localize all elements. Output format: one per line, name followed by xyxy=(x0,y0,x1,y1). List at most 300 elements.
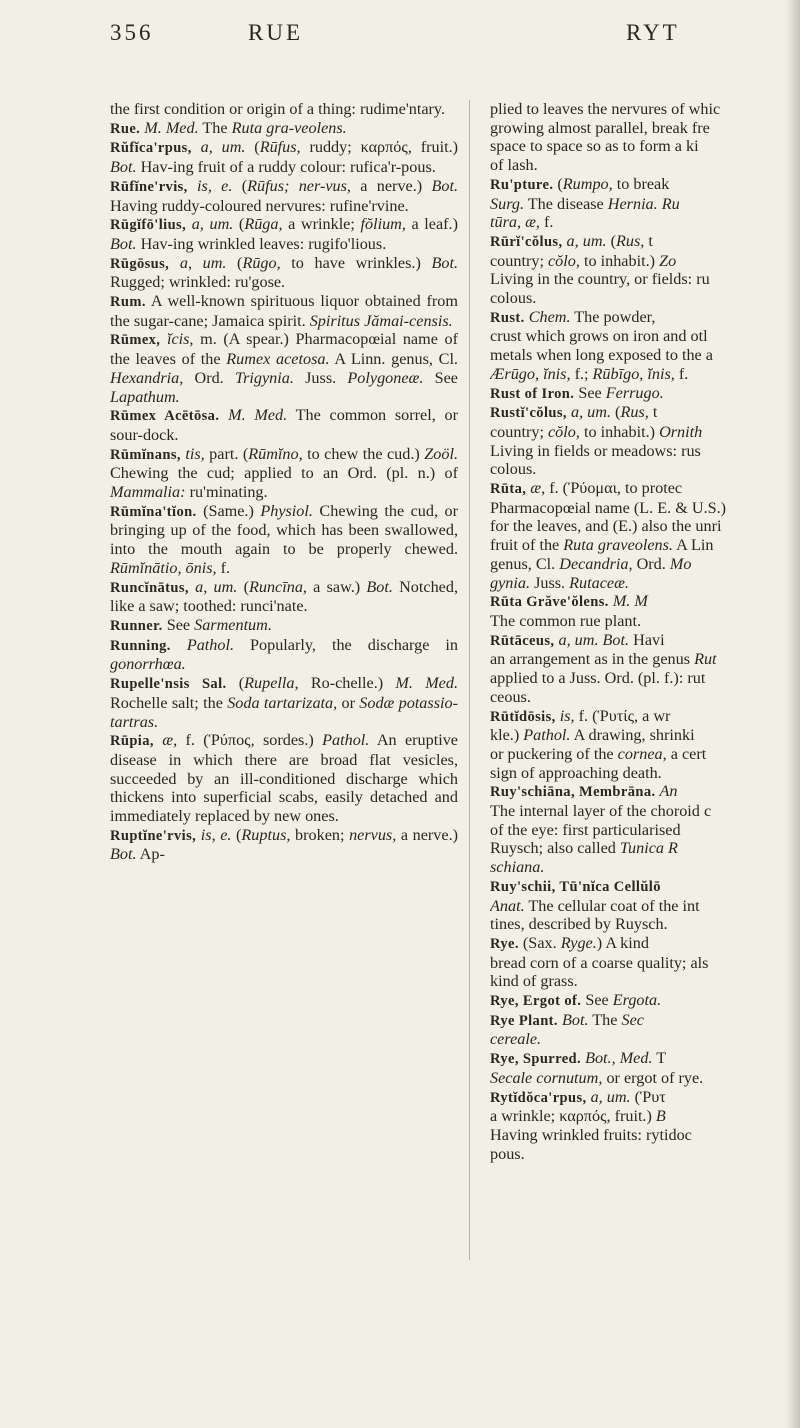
dictionary-entry xyxy=(110,445,458,502)
entry-text: ( xyxy=(226,253,243,272)
entry-text: ( xyxy=(233,215,245,234)
italic-text: Secale cornutum, xyxy=(490,1068,603,1087)
dictionary-line xyxy=(490,745,800,764)
entry-text: country; xyxy=(490,251,548,270)
entry-text: The xyxy=(588,1010,622,1029)
headword: Rūta Grăve'ŏlens. xyxy=(490,594,609,611)
italic-text: Ruta gra-veolens. xyxy=(231,118,347,137)
entry-text: ( xyxy=(237,577,249,596)
dictionary-line xyxy=(490,1049,800,1069)
entry-text: country; xyxy=(490,422,548,441)
entry-text: to inhabit.) xyxy=(579,422,660,441)
entry-text: of lash. xyxy=(490,156,538,175)
italic-text: Ruptus, xyxy=(241,825,291,844)
italic-text: Bot. xyxy=(602,630,630,649)
dictionary-line xyxy=(490,499,800,518)
italic-text: M. Med. xyxy=(395,674,459,693)
italic-text: Sec xyxy=(621,1010,644,1029)
entry-text: A Lin xyxy=(672,536,714,555)
italic-text: Sarmentum. xyxy=(194,615,272,634)
headword: Rum. xyxy=(110,294,146,311)
entry-text: metals when long exposed to the a xyxy=(490,346,713,365)
headword: Rŭfĭca'rpus, xyxy=(110,140,192,157)
entry-text: A well-known spirituous liquor obtained from the sugar-cane; Jamaica spirit. xyxy=(110,292,458,330)
entry-text: The common sorrel, or sour-dock. xyxy=(110,406,459,444)
entry-text: plied to leaves the nervures of whic xyxy=(490,100,721,118)
entry-text: The disease xyxy=(524,194,608,213)
italic-text: tis, xyxy=(185,444,205,463)
entry-text: a nerve.) xyxy=(350,176,432,195)
entry-text: f. xyxy=(674,364,689,383)
entry-text: Living in the country, or fields: ru xyxy=(490,270,710,289)
entry-text: f. (Ῥύομαι, to protec xyxy=(545,479,683,498)
italic-text: a, um. xyxy=(558,630,599,649)
italic-text: is, xyxy=(559,706,575,725)
dictionary-line xyxy=(490,213,800,232)
dictionary-line xyxy=(490,782,800,802)
headword: Running. xyxy=(110,637,171,654)
headword: Rūmĭnans, xyxy=(110,446,181,463)
entry-text: The common rue plant. xyxy=(490,611,642,630)
entry-text: ru'minating. xyxy=(185,483,268,502)
headword: Rūtāceus, xyxy=(490,632,555,649)
italic-text: Ergota. xyxy=(612,991,662,1010)
entry-text: a cert xyxy=(666,744,707,763)
headword: Rustĭ'cŏlus, xyxy=(490,405,567,422)
entry-text: The powder, xyxy=(570,307,656,326)
left-column xyxy=(110,100,458,864)
italic-text: Ferrugo. xyxy=(605,383,664,402)
italic-text: Ru xyxy=(661,194,680,213)
headword: Rūrĭ'cŏlus, xyxy=(490,233,563,250)
entry-text: a wrinkle; καρπός, fruit.) xyxy=(490,1107,656,1126)
entry-text: ruddy; καρπός, fruit.) xyxy=(300,138,459,157)
dictionary-line xyxy=(490,119,800,138)
entry-text: kind of grass. xyxy=(490,972,578,991)
dictionary-line xyxy=(490,536,800,555)
dictionary-line xyxy=(490,1145,800,1164)
dictionary-line xyxy=(490,858,800,877)
italic-text: æ, xyxy=(162,731,178,750)
entry-text: See xyxy=(574,383,606,402)
entry-text: t xyxy=(644,231,653,250)
headword: Rūta, xyxy=(490,481,527,498)
entry-text: See xyxy=(581,991,613,1010)
italic-text: M. Med. xyxy=(144,118,199,137)
entry-text: a leaf.) xyxy=(405,215,458,234)
italic-text: Bot. xyxy=(110,158,137,177)
headword: Rūpia, xyxy=(110,733,154,750)
entry-text: applied to a Juss. Ord. (pl. f.): rut xyxy=(490,669,706,688)
entry-text: pous. xyxy=(490,1144,525,1163)
italic-text: Rumpo, xyxy=(562,174,613,193)
entry-text: a saw.) xyxy=(306,577,367,596)
dictionary-entry xyxy=(110,330,458,406)
entry-text: Pharmacopœial name (L. E. & U.S.) xyxy=(490,498,727,517)
dictionary-line xyxy=(490,764,800,783)
italic-text: Polygoneæ. xyxy=(347,368,424,387)
dictionary-line xyxy=(490,669,800,688)
italic-text: Mammalia: xyxy=(110,483,186,502)
entry-text: Rugged; wrinkled: ru'gose. xyxy=(110,273,286,292)
entry-text: to chew the cud.) xyxy=(302,444,425,463)
dictionary-line xyxy=(490,1088,800,1108)
italic-text: Rūmĭnātio, ōnis, xyxy=(110,558,217,577)
italic-text: Hernia. xyxy=(607,194,658,213)
dictionary-entry xyxy=(110,674,458,731)
entry-text: Popularly, the discharge in xyxy=(234,635,458,654)
italic-text: Rūga, xyxy=(244,215,283,234)
entry-text: Hav-ing fruit of a ruddy colour: rufica'r-pous. xyxy=(136,158,436,177)
entry-text: See xyxy=(423,368,458,387)
entry-text: Ord. xyxy=(183,368,235,387)
italic-text: cŏlo, xyxy=(548,422,580,441)
italic-text: fŏlium, xyxy=(360,215,406,234)
entry-text: colous. xyxy=(490,289,537,308)
right-column xyxy=(490,100,800,1163)
headword: Rūgōsus, xyxy=(110,255,170,272)
italic-text: B xyxy=(655,1107,666,1126)
italic-text: is, e. xyxy=(200,825,232,844)
italic-text: Soda tartarizata, xyxy=(227,693,338,712)
italic-text: Bot. xyxy=(366,577,393,596)
entry-text: ) A kind xyxy=(596,933,649,952)
italic-text: a, um. xyxy=(200,138,246,157)
entry-text: Ro-chelle.) xyxy=(298,674,396,693)
dictionary-line xyxy=(490,707,800,727)
headword: Rue. xyxy=(110,120,141,137)
italic-text: Rūmĭno, xyxy=(248,444,303,463)
italic-text: cŏlo, xyxy=(548,251,580,270)
italic-text: Pathol. xyxy=(322,731,370,750)
dictionary-line xyxy=(490,954,800,973)
entry-text: ( xyxy=(245,138,260,157)
italic-text: Rus, xyxy=(620,403,649,422)
italic-text: Rūgo, xyxy=(242,253,281,272)
dictionary-entry xyxy=(110,138,458,176)
entry-text: growing almost parallel, break fre xyxy=(490,118,710,137)
italic-text: Rūfus, xyxy=(259,138,301,157)
italic-text: a, um. xyxy=(570,403,611,422)
headword: Rūmĭna'tĭon. xyxy=(110,503,197,520)
italic-text: M. M xyxy=(612,592,648,611)
italic-text: gynia. xyxy=(490,573,531,592)
italic-text: Tunica R xyxy=(619,839,678,858)
italic-text: Bot. xyxy=(431,253,459,272)
entry-text: An eruptive disease in which there are broad flat vesicles, succeeded by an ill-conditioned discharge which thickens into superficial scabs, easily detached and immediately replaced by new ones. xyxy=(110,731,458,826)
italic-text: a, um. xyxy=(195,577,238,596)
italic-text: Mo xyxy=(669,554,692,573)
italic-text: Bot. xyxy=(110,845,137,864)
italic-text: Pathol. xyxy=(523,726,571,745)
headword: Ru'pture. xyxy=(490,176,554,193)
dictionary-line xyxy=(490,839,800,858)
entry-text: Havi xyxy=(629,630,665,649)
entry-text xyxy=(169,254,180,272)
dictionary-entry xyxy=(110,502,458,578)
dictionary-line xyxy=(490,289,800,308)
italic-text: Lapathum. xyxy=(110,387,180,406)
entry-text: Chewing the cud; applied to an Ord. (pl. n.) of xyxy=(110,464,458,483)
entry-text: fruit of the xyxy=(490,536,564,555)
dictionary-line xyxy=(490,384,800,404)
italic-text: schiana. xyxy=(490,858,545,877)
entry-text: ceous. xyxy=(490,687,531,706)
italic-text: Rutaceæ. xyxy=(569,573,629,592)
entry-text xyxy=(192,138,201,156)
entry-text: Juss. xyxy=(530,573,570,592)
entry-text: ( xyxy=(606,231,616,250)
dictionary-line xyxy=(490,688,800,707)
dictionary-line xyxy=(490,1126,800,1145)
entry-text: bread corn of a coarse quality; als xyxy=(490,953,709,972)
entry-text: of the eye: first particularised xyxy=(490,820,681,839)
headword: Rūtĭdōsis, xyxy=(490,708,556,725)
italic-text: Ornith xyxy=(659,422,703,441)
entry-text xyxy=(160,330,167,348)
dictionary-line xyxy=(490,442,800,461)
entry-text: colous. xyxy=(490,460,537,479)
italic-text: M. Med. xyxy=(228,406,288,425)
dictionary-line xyxy=(490,460,800,479)
dictionary-line xyxy=(490,1030,800,1049)
dictionary-line xyxy=(490,574,800,593)
dictionary-line xyxy=(490,308,800,328)
italic-text: tūra, æ, xyxy=(490,213,540,232)
italic-text: Hexandria, xyxy=(110,368,184,387)
entry-text: Juss. xyxy=(293,368,348,387)
dictionary-line xyxy=(490,195,800,214)
dictionary-line xyxy=(490,612,800,631)
italic-text: Chem. xyxy=(528,307,571,326)
entry-text: crust which grows on iron and otl xyxy=(490,327,708,346)
entry-text: ( xyxy=(553,174,563,193)
italic-text: Rut xyxy=(694,650,717,669)
entry-text: ( xyxy=(611,403,621,422)
italic-text: Spiritus Jămai-censis. xyxy=(309,311,453,330)
dictionary-line xyxy=(490,365,800,384)
entry-text: The xyxy=(198,118,232,137)
dictionary-line xyxy=(490,592,800,612)
entry-text: or xyxy=(337,693,360,712)
italic-text: Rus, xyxy=(616,231,645,250)
dictionary-entry xyxy=(110,215,458,253)
dictionary-entry xyxy=(110,177,458,215)
header-left-guideword: RUE xyxy=(248,20,303,45)
entry-text xyxy=(188,177,197,195)
column-divider xyxy=(469,100,470,1260)
header-right-guideword: RYT xyxy=(626,20,680,45)
entry-text: a nerve.) xyxy=(396,825,459,844)
italic-text: Decandria, xyxy=(559,554,633,573)
entry-text: Ap- xyxy=(136,845,165,864)
entry-text: (Sax. xyxy=(518,933,561,952)
dictionary-entry xyxy=(110,616,458,636)
headword: Rūgĭfō'lius, xyxy=(110,217,187,234)
italic-text: Bot., Med. xyxy=(585,1049,653,1068)
dictionary-line xyxy=(490,1069,800,1088)
entry-text: A drawing, shrinki xyxy=(570,726,695,745)
italic-text: a, um. xyxy=(566,231,607,250)
entry-text: kle.) xyxy=(490,726,524,745)
entry-text: Notched, like a saw; toothed: runci'nate. xyxy=(110,577,458,616)
dictionary-line xyxy=(490,100,800,119)
italic-text: Bot. xyxy=(110,234,137,253)
dictionary-entry xyxy=(110,731,458,826)
entry-text: ( xyxy=(231,825,242,844)
dictionary-line xyxy=(490,726,800,745)
italic-text: Rūfus; ner-vus, xyxy=(247,176,351,195)
headword: Ruy'schii, Tū'nĭca Cellŭlō xyxy=(490,878,661,895)
dictionary-line xyxy=(490,802,800,821)
entry-text: Ord. xyxy=(632,554,670,573)
headword: Rūfĭne'rvis, xyxy=(110,178,188,195)
dictionary-line xyxy=(490,479,800,499)
headword: Rust. xyxy=(490,309,525,326)
entry-text: Rochelle salt; the xyxy=(110,693,228,712)
dictionary-entry xyxy=(110,578,458,616)
entry-text: T xyxy=(652,1049,667,1068)
entry-text: ( xyxy=(226,674,245,693)
entry-text: to inhabit.) xyxy=(579,251,660,270)
dictionary-entry xyxy=(110,636,458,674)
dictionary-line xyxy=(490,252,800,271)
italic-text: a, um. xyxy=(191,215,234,234)
entry-text: ( xyxy=(232,176,248,195)
entry-text: f. xyxy=(216,558,231,577)
entry-text: (Same.) xyxy=(196,501,261,520)
italic-text: æ, xyxy=(530,479,546,498)
entry-text: m. (A spear.) Pharmacopœial name of the leaves of the xyxy=(110,330,458,369)
entry-text: genus, Cl. xyxy=(490,554,560,573)
entry-text: sign of approaching death. xyxy=(490,763,662,782)
entry-text: f. (Ῥύπος, sordes.) xyxy=(177,731,323,750)
dictionary-entry xyxy=(110,254,458,292)
headword: Runner. xyxy=(110,617,163,634)
italic-text: Rupella, xyxy=(244,674,299,693)
dictionary-line xyxy=(490,631,800,651)
entry-text xyxy=(171,636,187,654)
italic-text: cereale. xyxy=(490,1030,542,1049)
dictionary-entry xyxy=(110,100,458,119)
dictionary-line xyxy=(490,156,800,175)
italic-text: a, um. xyxy=(179,253,227,272)
dictionary-line xyxy=(490,991,800,1011)
dictionary-line xyxy=(490,1011,800,1031)
entry-text: (Ῥυτ xyxy=(630,1087,666,1106)
italic-text: nervus, xyxy=(349,825,397,844)
italic-text: Zoöl. xyxy=(424,444,459,463)
italic-text: Zo xyxy=(659,251,677,270)
italic-text: Pathol. xyxy=(186,635,235,654)
italic-text: Surg. xyxy=(490,194,525,213)
entry-text: or puckering of the xyxy=(490,744,618,763)
entry-text: Having ruddy-coloured nervures: rufine'rvine. xyxy=(110,196,409,215)
dictionary-line xyxy=(490,137,800,156)
headword: Rūmex, xyxy=(110,332,161,349)
dictionary-line xyxy=(490,403,800,423)
page-number: 356 xyxy=(110,20,154,45)
italic-text: a, um. xyxy=(590,1087,631,1106)
entry-text: a wrinkle; xyxy=(282,215,361,234)
dictionary-entry xyxy=(110,826,458,864)
entry-text: the first condition or origin of a thing: rudime'ntary. xyxy=(110,100,445,118)
dictionary-line xyxy=(490,517,800,536)
dictionary-line xyxy=(490,877,800,897)
headword: Ruy'schiāna, Membrāna. xyxy=(490,784,656,801)
italic-text: Trigynia. xyxy=(234,368,294,387)
entry-text: Hav-ing wrinkled leaves: rugifo'lious. xyxy=(136,234,387,253)
dictionary-line xyxy=(490,555,800,574)
dictionary-entry xyxy=(110,292,458,330)
dictionary-line xyxy=(490,1107,800,1126)
dictionary-entry xyxy=(110,406,458,444)
italic-text: gonorrhœa. xyxy=(110,655,186,674)
entry-text: See xyxy=(162,615,195,634)
dictionary-line xyxy=(490,821,800,840)
italic-text: ĭcis, xyxy=(166,330,194,349)
entry-text: f. (Ῥυτίς, a wr xyxy=(574,706,671,725)
entry-text: Living in fields or meadows: rus xyxy=(490,441,701,460)
entry-text: The cellular coat of the int xyxy=(524,896,700,915)
italic-text: Runcīna, xyxy=(248,577,307,596)
dictionary-line xyxy=(490,915,800,934)
headword: Rye. xyxy=(490,935,519,952)
headword: Ruptĭne'rvis, xyxy=(110,827,197,844)
entry-text: f.; xyxy=(570,364,593,383)
headword: Rytĭdŏca'rpus, xyxy=(490,1089,587,1106)
entry-text: Ruysch; also called xyxy=(490,839,620,858)
entry-text xyxy=(219,406,228,424)
entry-text: tines, described by Ruysch. xyxy=(490,915,668,934)
dictionary-line xyxy=(490,423,800,442)
entry-text: part. ( xyxy=(204,444,249,463)
entry-text: to have wrinkles.) xyxy=(280,253,432,272)
dictionary-line xyxy=(490,175,800,195)
italic-text: Physiol. xyxy=(260,501,313,520)
entry-text: A Linn. genus, Cl. xyxy=(329,350,458,369)
entry-text: an arrangement as in the genus xyxy=(490,650,695,669)
headword: Rūmex Acētōsa. xyxy=(110,408,220,425)
entry-text: for the leaves, and (E.) also the unri xyxy=(490,517,722,536)
headword: Rye Plant. xyxy=(490,1012,558,1029)
entry-text: f. xyxy=(539,213,554,232)
italic-text: Rūbīgo, ĭnis, xyxy=(592,364,675,383)
entry-text: or ergot of rye. xyxy=(602,1068,704,1087)
dictionary-line xyxy=(490,972,800,991)
entry-text: Having wrinkled fruits: rytidoc xyxy=(490,1125,692,1144)
italic-text: Anat. xyxy=(490,896,525,915)
dictionary-line xyxy=(490,934,800,954)
italic-text: An xyxy=(659,782,678,801)
italic-text: Rumex acetosa. xyxy=(226,350,330,369)
dictionary-line xyxy=(490,897,800,916)
italic-text: Bot. xyxy=(561,1010,589,1029)
entry-text: broken; xyxy=(290,825,350,844)
headword: Rye, Ergot of. xyxy=(490,993,582,1010)
italic-text: is, e. xyxy=(197,176,233,195)
entry-text: t xyxy=(648,403,658,422)
italic-text: Bot. xyxy=(431,176,458,195)
entry-text: space to space so as to form a ki xyxy=(490,137,699,156)
headword: Rupelle'nsis Sal. xyxy=(110,676,227,693)
entry-text xyxy=(154,731,162,749)
headword: Runcĭnātus, xyxy=(110,579,189,596)
entry-text: Chewing the cud, or bringing up of the food, which has been swallowed, into the mouth again to be properly chewed. xyxy=(110,501,458,559)
italic-text: cornea, xyxy=(617,744,667,763)
running-header xyxy=(0,20,800,60)
entry-text: to break xyxy=(612,174,670,193)
